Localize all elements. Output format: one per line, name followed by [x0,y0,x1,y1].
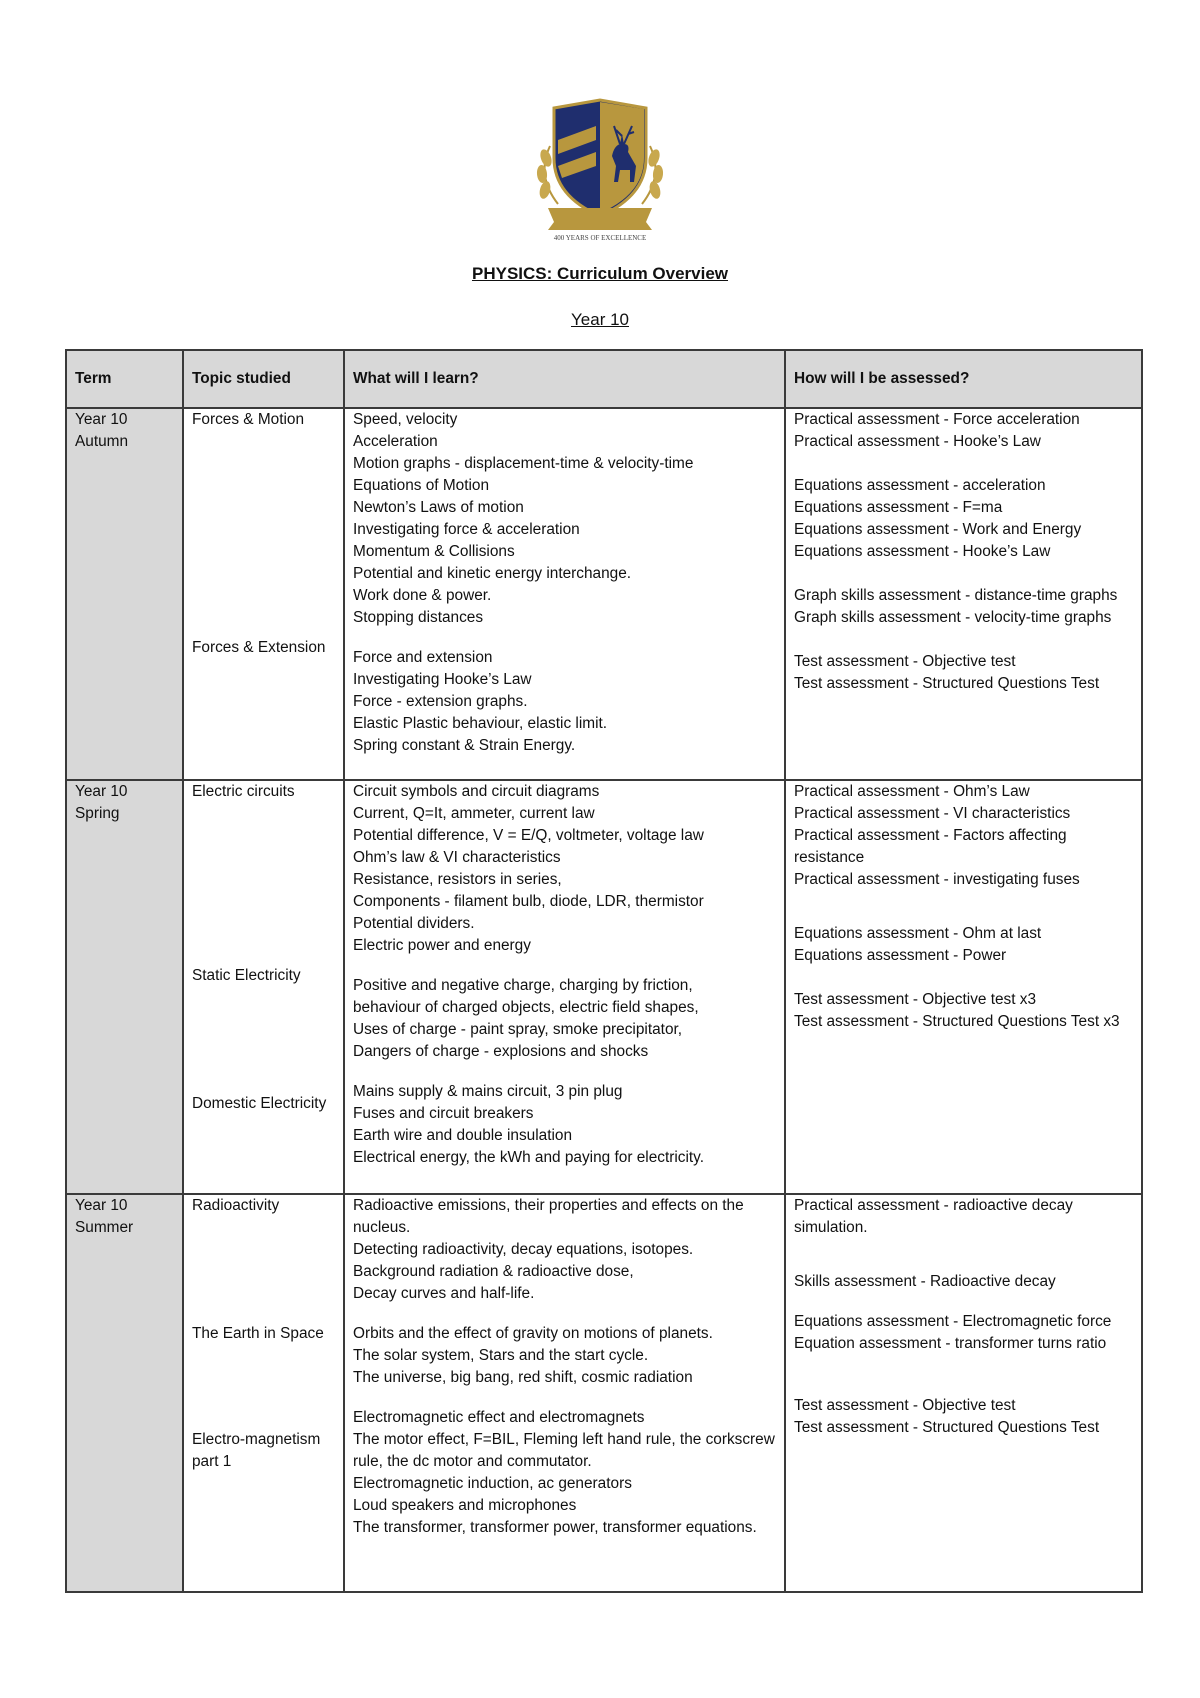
topic-label: Radioactivity [192,1197,280,1214]
learn-item: Uses of charge - paint spray, smoke precipitator, [353,1021,683,1038]
learn-item: Equations of Motion [353,477,490,494]
learn-item: Components - filament bulb, diode, LDR, thermistor [353,893,704,910]
table-row-spring [66,780,1142,1194]
learn-item: Electromagnetic effect and electromagnets [353,1409,645,1426]
learn-cell [344,408,785,780]
assess-item: Practical assessment - radioactive decay simulation. [794,1197,1073,1236]
curriculum-table [65,349,1143,1593]
learn-item: The transformer, transformer power, transformer equations. [353,1519,757,1536]
learn-item: behaviour of charged objects, electric field shapes, [353,999,699,1016]
learn-item: Current, Q=It, ammeter, current law [353,805,595,822]
learn-item: Spring constant & Strain Energy. [353,737,576,754]
learn-item: Fuses and circuit breakers [353,1105,534,1122]
assess-item: Graph skills assessment - velocity-time graphs [794,609,1112,626]
learn-item: The motor effect, F=BIL, Fleming left hand rule, the corkscrew rule, the dc motor and commutator. [353,1431,775,1470]
crest-motto: 400 YEARS OF EXCELLENCE [553,234,647,242]
learn-item: Decay curves and half-life. [353,1285,535,1302]
assess-item: Graph skills assessment - distance-time graphs [794,587,1118,604]
banner-ribbon-icon [548,208,652,230]
table-header-row [66,350,1142,408]
table-row-summer [66,1194,1142,1592]
term-year: Year 10 [75,1197,128,1214]
topic-cell [183,1194,344,1592]
assess-cell [785,408,1142,780]
assess-item: Practical assessment - Hooke’s Law [794,433,1041,450]
assess-cell [785,1194,1142,1592]
page-subtitle: Year 10 [571,310,629,329]
learn-item: Ohm’s law & VI characteristics [353,849,561,866]
topic-label: Electric circuits [192,783,295,800]
learn-item: Positive and negative charge, charging by friction, [353,977,693,994]
learn-item: Mains supply & mains circuit, 3 pin plug [353,1083,623,1100]
learn-item: The solar system, Stars and the start cycle. [353,1347,649,1364]
assess-item: Practical assessment - investigating fuses [794,871,1080,888]
header-learn: What will I learn? [344,350,785,408]
assess-item: Skills assessment - Radioactive decay [794,1273,1056,1290]
assess-item: Practical assessment - VI characteristics [794,805,1071,822]
assess-item: Equations assessment - Ohm at last [794,925,1042,942]
learn-item: Momentum & Collisions [353,543,515,560]
header-assess: How will I be assessed? [785,350,1142,408]
learn-item: Motion graphs - displacement-time & velocity-time [353,455,694,472]
assess-item: Equation assessment - transformer turns ratio [794,1335,1107,1352]
learn-item: Orbits and the effect of gravity on motions of planets. [353,1325,713,1342]
page-title: PHYSICS: Curriculum Overview [471,264,729,283]
learn-item: Electrical energy, the kWh and paying for electricity. [353,1149,704,1166]
term-cell [66,780,183,1194]
term-cell [66,408,183,780]
topic-label: Forces & Extension [192,639,326,656]
assess-item: Test assessment - Objective test [794,653,1016,670]
learn-item: Loud speakers and microphones [353,1497,577,1514]
header-topic: Topic studied [183,350,344,408]
learn-item: Investigating force & acceleration [353,521,580,538]
learn-item: Radioactive emissions, their properties and effects on the nucleus. [353,1197,744,1236]
assess-item: Equations assessment - Hooke’s Law [794,543,1051,560]
learn-item: Circuit symbols and circuit diagrams [353,783,600,800]
term-year: Year 10 [75,783,128,800]
assess-cell [785,780,1142,1194]
learn-item: Investigating Hooke’s Law [353,671,532,688]
topic-label: Static Electricity [192,967,301,984]
learn-item: Force and extension [353,649,493,666]
learn-item: Potential dividers. [353,915,475,932]
assess-item: Equations assessment - F=ma [794,499,1003,516]
learn-item: Stopping distances [353,609,484,626]
term-year: Year 10 [75,411,128,428]
learn-item: Work done & power. [353,587,492,604]
topic-cell [183,408,344,780]
assess-item: Test assessment - Structured Questions Test [794,1419,1100,1436]
learn-item: Electromagnetic induction, ac generators [353,1475,632,1492]
learn-item: Detecting radioactivity, decay equations, isotopes. [353,1241,694,1258]
topic-label: Domestic Electricity [192,1095,327,1112]
topic-label: Electro-magnetism part 1 [192,1431,321,1470]
assess-item: Equations assessment - Power [794,947,1007,964]
learn-item: Resistance, resistors in series, [353,871,562,888]
learn-item: The universe, big bang, red shift, cosmic radiation [353,1369,693,1386]
learn-item: Earth wire and double insulation [353,1127,573,1144]
topic-label: The Earth in Space [192,1325,324,1342]
assess-item: Practical assessment - Factors affecting resistance [794,827,1067,866]
learn-cell [344,1194,785,1592]
table-row-autumn [66,408,1142,780]
learn-item: Background radiation & radioactive dose, [353,1263,634,1280]
school-crest-logo [528,96,672,242]
assess-item: Test assessment - Structured Questions Test x3 [794,1013,1120,1030]
learn-item: Newton’s Laws of motion [353,499,524,516]
topic-cell [183,780,344,1194]
header-term: Term [66,350,183,408]
assess-item: Test assessment - Objective test x3 [794,991,1037,1008]
learn-item: Elastic Plastic behaviour, elastic limit. [353,715,608,732]
learn-item: Force - extension graphs. [353,693,528,710]
topic-label: Forces & Motion [192,411,305,428]
term-cell [66,1194,183,1592]
learn-item: Speed, velocity [353,411,458,428]
term-season: Autumn [75,433,129,450]
assess-item: Practical assessment - Ohm’s Law [794,783,1030,800]
assess-item: Test assessment - Structured Questions Test [794,675,1100,692]
assess-item: Practical assessment - Force acceleration [794,411,1080,428]
assess-item: Equations assessment - Work and Energy [794,521,1082,538]
term-season: Summer [75,1219,134,1236]
learn-item: Dangers of charge - explosions and shocks [353,1043,649,1060]
term-season: Spring [75,805,120,822]
learn-item: Potential difference, V = E/Q, voltmeter, voltage law [353,827,704,844]
learn-cell [344,780,785,1194]
learn-item: Electric power and energy [353,937,531,954]
assess-item: Equations assessment - acceleration [794,477,1046,494]
learn-item: Acceleration [353,433,438,450]
assess-item: Test assessment - Objective test [794,1397,1016,1414]
learn-item: Potential and kinetic energy interchange. [353,565,632,582]
assess-item: Equations assessment - Electromagnetic force [794,1313,1112,1330]
